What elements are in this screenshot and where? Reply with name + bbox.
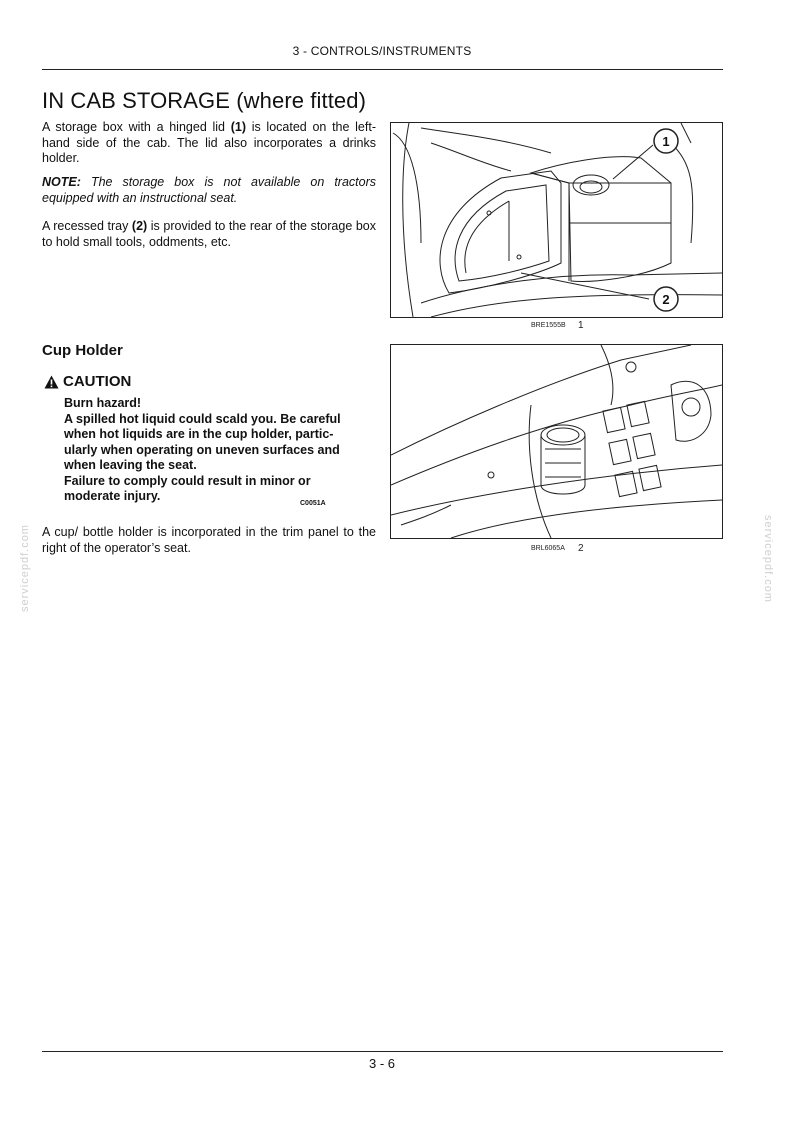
figure-2-number: 2 [578,543,584,554]
caution-header [44,373,131,390]
callout-2-label: 2 [662,292,670,307]
watermark-right: servicepdf.com [762,515,774,603]
callout-1-marker [654,129,678,153]
caution-line: Failure to comply could result in minor or [64,473,311,488]
warning-triangle-icon [44,375,59,389]
callout-2-marker [654,287,678,311]
caution-code: C0051A [300,500,326,507]
cup-holder-paragraph: A cup/ bottle holder is incorporated in the trim panel to the right of the operator’s seat. [42,525,376,555]
figure-cup-holder [390,344,723,539]
paragraph-text: A storage box with a hinged lid [42,120,231,134]
caution-line: when leaving the seat. [64,458,197,472]
header-rule [42,69,723,70]
running-header: 3 - CONTROLS/INSTRUMENTS [292,44,472,58]
caution-line: when hot liquids are in the cup holder, partic- [64,427,334,441]
figure-1-code: BRE1555B [531,322,566,329]
tray-paragraph [42,219,376,250]
page-number: 3 - 6 [368,1056,395,1071]
callout-1-label: 1 [662,134,670,149]
figure-1-number: 1 [578,320,584,331]
section-heading: IN CAB STORAGE (where fitted) [42,88,367,113]
footer-rule [42,1051,723,1052]
paragraph-text: A recessed tray [42,219,132,233]
cup-holder-illustration [391,345,722,538]
note-paragraph [42,175,376,206]
note-text: The storage box is not available on tractors equipped with an instructional seat. [42,175,376,205]
storage-box-illustration [391,123,722,317]
caution-body [64,396,354,505]
figure-2-code: BRL6065A [531,545,565,552]
caution-label: CAUTION [63,373,132,390]
caution-line: A spilled hot liquid could scald you. Be careful [64,411,341,426]
paragraph-text: is located on the left-hand side of the cab. The lid also incorporates a drinks holder. [42,120,376,165]
caution-line: moderate injury. [64,489,161,503]
note-label: NOTE: [42,175,81,189]
caution-line: Burn hazard! [64,396,142,410]
callout-ref-1: (1) [230,120,246,134]
paragraph-text: is provided to the rear of the storage box to hold small tools, oddments, etc. [42,219,376,249]
storage-box-paragraph [42,120,376,167]
watermark-left: servicepdf.com [19,524,31,612]
callout-ref-2: (2) [131,219,148,233]
figure-storage-box [390,122,723,318]
cup-holder-heading: Cup Holder [42,342,123,359]
caution-line: ularly when operating on uneven surfaces and [64,442,340,457]
